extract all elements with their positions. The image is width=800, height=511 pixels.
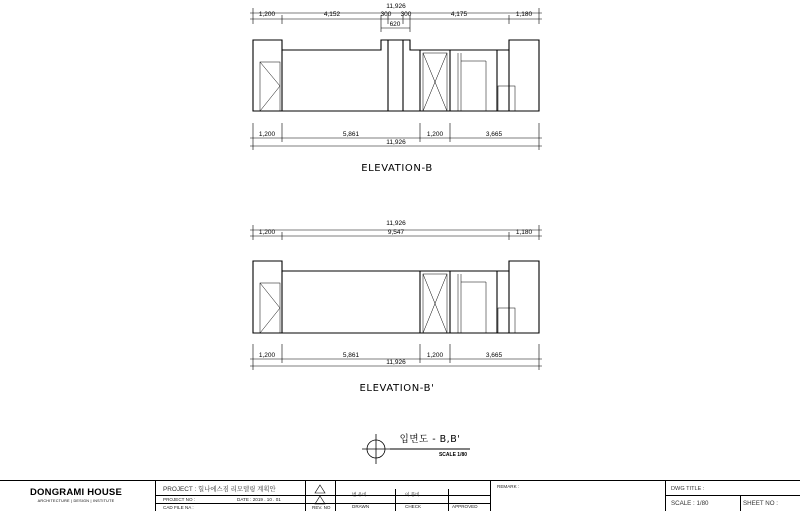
dim-top-1: 1,200 [258, 229, 276, 236]
dim-bottom-total: 11,926 [386, 359, 406, 366]
check-label: CHECK [405, 504, 422, 509]
brand-name: DONGRAMI HOUSE [30, 487, 122, 498]
dim-top-3: 300 [380, 11, 392, 18]
dim-bottom-2: 5,861 [342, 352, 360, 359]
scale-label: SCALE : 1/80 [671, 500, 709, 507]
dim-top-total: 11,926 [386, 3, 406, 10]
divider [490, 481, 491, 511]
elevation-b-title: ELEVATION-B [361, 163, 433, 174]
revision-number-label: REV. NO [312, 505, 331, 510]
dim-top-5: 4,175 [450, 11, 468, 18]
checker-name: 이 풍비 [405, 492, 420, 497]
divider [155, 481, 156, 511]
title-block [0, 480, 800, 510]
dim-top-4: 300 [400, 11, 412, 18]
project-name: PROJECT : 힐나에스짐 리모델링 계획안 [163, 486, 276, 493]
divider [665, 481, 666, 511]
drawing-title-label: DWG TITLE : [671, 486, 705, 492]
elevation-b-labels [259, 3, 533, 174]
date-field: DATE : 2019 . 10 . 01 [237, 497, 281, 502]
dim-bottom-3: 1,200 [426, 352, 444, 359]
elevation-b2-drawing [250, 225, 542, 370]
sheet-title: 입면도 - B,B' [399, 434, 461, 445]
elevation-b-top-dimensions [250, 8, 542, 32]
dim-bottom-4: 3,665 [485, 352, 503, 359]
project-number: PROJECT NO : [163, 497, 196, 502]
brand-logo [6, 487, 146, 503]
divider [665, 495, 800, 496]
dim-bottom-1: 1,200 [258, 352, 276, 359]
remark-label: REMARK : [497, 484, 520, 489]
sheet-scale: SCALE 1/80 [438, 452, 468, 458]
elevation-b-building-outline [253, 40, 539, 111]
divider [448, 489, 449, 511]
dim-bottom-4: 3,665 [485, 131, 503, 138]
elevation-b-drawing [250, 8, 542, 150]
designer-name: 번 유비 [352, 492, 367, 497]
revision-triangle-icon [314, 484, 326, 506]
dim-top-2: 4,152 [323, 11, 341, 18]
divider [335, 481, 336, 511]
elevation-b2-details [260, 274, 515, 333]
sheet-number-label: SHEET NO : [743, 500, 778, 507]
divider [395, 489, 396, 511]
drawn-label: DRAWN [352, 504, 370, 509]
dim-top-1: 1,200 [258, 11, 276, 18]
dim-top-3: 1,180 [515, 229, 533, 236]
dim-top-total: 11,926 [386, 220, 406, 227]
divider [305, 481, 306, 511]
dim-bottom-total: 11,926 [386, 139, 406, 146]
dim-top-2: 9,547 [387, 229, 405, 236]
elevation-b2-building-outline [253, 261, 539, 333]
elevation-b2-title: ELEVATION-B' [359, 383, 435, 394]
approved-label: APPROVED [452, 504, 478, 509]
dim-top-6: 1,180 [515, 11, 533, 18]
divider [740, 495, 741, 511]
elevation-b2-labels [259, 220, 533, 394]
dim-bottom-2: 5,861 [342, 131, 360, 138]
cad-file-name: CAD FILE NA : [163, 505, 194, 510]
brand-tagline: ARCHITECTURE | DESIGN | INSTITUTE [37, 499, 115, 503]
dim-top-sub: 620 [389, 21, 401, 28]
dim-bottom-3: 1,200 [426, 131, 444, 138]
dim-bottom-1: 1,200 [258, 131, 276, 138]
